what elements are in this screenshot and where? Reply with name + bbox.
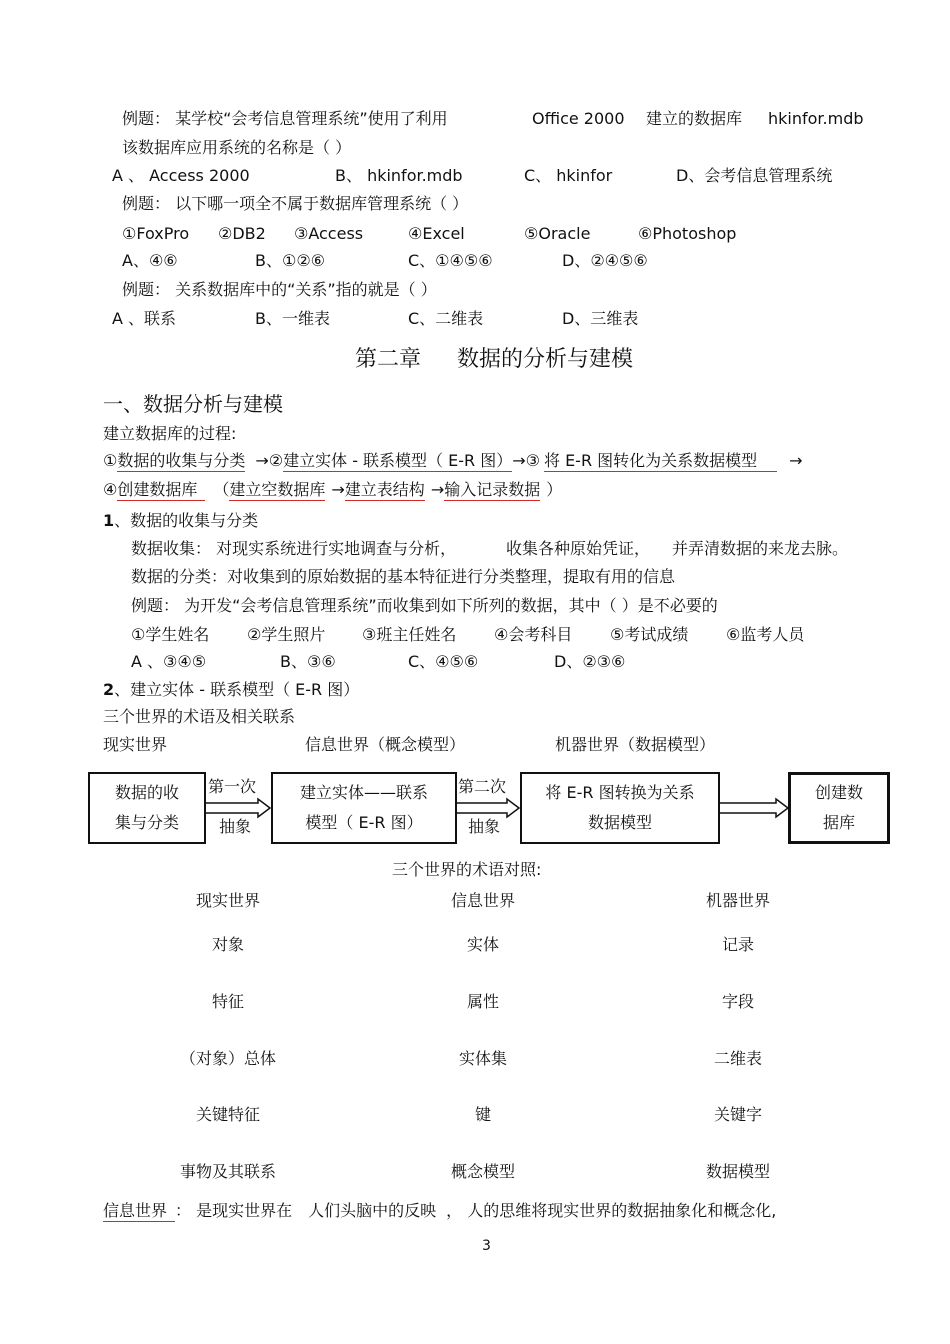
sub1-option-c: C、④⑤⑥ [408,652,479,671]
world-label-real: 现实世界 [103,735,168,754]
q3-option-c: C、二维表 [408,309,484,328]
compare-cell: 属性 [466,992,499,1011]
flow-arrow-1 [206,798,272,818]
compare-cell: 关键字 [713,1105,762,1124]
compare-cell: 记录 [721,935,754,954]
flow-box-collect: 数据的收 集与分类 [88,772,206,844]
q2-option-a: A、④⑥ [122,251,178,270]
compare-cell: 数据模型 [705,1162,770,1181]
world-label-info: 信息世界（概念模型） [305,735,466,754]
info-world-def-c: ， 人的思维将现实世界的数据抽象化和概念化, [446,1201,777,1220]
flow-arrow-2-bottom-label: 抽象 [468,817,501,836]
q2-item-1: ①FoxPro [122,224,190,243]
flow-arrow-1-top-label: 第一次 [208,777,257,796]
q1-option-a: A 、 Access 2000 [112,166,250,185]
q1-option-c: C、 hkinfor [524,166,613,185]
sub1-item-4: ④会考科目 [494,625,573,644]
sub1-option-d: D、②③⑥ [554,652,626,671]
flow-arrow-2 [457,798,521,818]
world-label-machine: 机器世界（数据模型） [555,735,716,754]
step-4-marker: ④ [103,480,118,499]
compare-cell: 实体集 [458,1049,507,1068]
collect-def-c: 并弄清数据的来龙去脉。 [672,539,849,558]
q2-item-6: ⑥Photoshop [638,224,737,243]
sub1-example-stem: 例题： 为开发“会考信息管理系统”而收集到如下所列的数据，其中（ ）是不必要的 [131,596,718,615]
q1-line1-c: 建立的数据库 [646,109,743,128]
classify-def: 数据的分类：对收集到的原始数据的基本特征进行分类整理，提取有用的信息 [131,567,676,586]
q1-line1-b: Office 2000 [532,109,625,128]
substep-empty-db: 建立空数据库 [229,480,326,499]
compare-cell: 特征 [211,992,244,1011]
step-3-marker: →③ [512,451,540,470]
substep-table-structure: 建立表结构 [344,480,425,499]
collect-def-b: 收集各种原始凭证， [506,539,651,558]
q2-option-c: C、①④⑤⑥ [408,251,493,270]
q3-stem: 例题： 关系数据库中的“关系”指的就是（ ） [122,280,437,299]
info-world-def-a: ： 是现实世界在 [175,1201,293,1220]
compare-title: 三个世界的术语对照: [392,860,542,879]
process-line-2 [103,480,562,499]
q2-item-4: ④Excel [408,224,465,243]
flow-arrow-2-top-label: 第二次 [458,777,507,796]
flow-box-relational: 将 E-R 图转换为关系 数据模型 [520,772,720,844]
q2-item-3: ③Access [294,224,364,243]
paren-close: ） [546,480,563,499]
q3-option-d: D、三维表 [562,309,639,328]
compare-cell: 键 [474,1105,491,1124]
sub1-item-2: ②学生照片 [247,625,326,644]
q3-option-b: B、一维表 [255,309,330,328]
q2-item-2: ②DB2 [218,224,266,243]
flow-box-create-db: 创建数 据库 [788,772,890,844]
collect-def-a: 数据收集： 对现实系统进行实地调查与分析， [131,539,457,558]
paren-open: （ [213,480,230,499]
subsection-2-title: 、建立实体 - 联系模型（ E-R 图） [114,680,360,699]
info-world-term: 信息世界 [103,1201,175,1222]
q1-option-d: D、会考信息管理系统 [676,166,833,185]
q2-item-5: ⑤Oracle [524,224,591,243]
subsection-2-heading [103,680,359,699]
subsection-1-title: 、数据的收集与分类 [114,511,259,530]
sub1-item-1: ①学生姓名 [131,625,210,644]
process-label: 建立数据库的过程: [103,424,237,443]
step-4-create-db: 创建数据库 [117,480,205,501]
step-2-marker: →② [255,451,284,470]
compare-header-real: 现实世界 [195,891,260,910]
step-continue-arrow: → [789,451,803,470]
step-3-convert-relational: 将 E-R 图转化为关系数据模型 [544,451,777,472]
three-worlds-line: 三个世界的术语及相关联系 [103,707,296,726]
flow-arrow-1-bottom-label: 抽象 [219,817,252,836]
compare-cell: 事物及其联系 [179,1162,276,1181]
q3-option-a: A 、联系 [112,309,177,328]
sub1-item-3: ③班主任姓名 [362,625,457,644]
step-1-collect-classify: 数据的收集与分类 [117,451,246,470]
sub1-option-a: A 、③④⑤ [131,652,207,671]
subsection-2-number: 2 [103,680,115,699]
info-world-definition [103,1201,776,1220]
step-2-er-model: 建立实体 - 联系模型（ E-R 图） [283,451,513,470]
compare-cell: （对象）总体 [179,1049,276,1068]
sub1-option-b: B、③⑥ [280,652,336,671]
substep-input-records: 输入记录数据 [444,480,541,499]
process-line-1 [103,451,803,470]
flow-arrow-3 [720,798,790,818]
q1-line1-d: hkinfor.mdb [768,109,864,128]
chapter-number: 第二章 [355,347,422,372]
subsection-1-number: 1 [103,511,115,530]
compare-header-machine: 机器世界 [705,891,770,910]
sub1-item-6: ⑥监考人员 [726,625,805,644]
q1-option-b: B、 hkinfor.mdb [335,166,463,185]
flow-box-er-model: 建立实体——联系 模型（ E-R 图） [271,772,457,844]
compare-cell: 关键特征 [195,1105,260,1124]
sub1-item-5: ⑤考试成绩 [610,625,689,644]
compare-cell: 概念模型 [450,1162,515,1181]
compare-cell: 对象 [211,935,244,954]
q2-option-b: B、①②⑥ [255,251,326,270]
compare-cell: 字段 [721,992,754,1011]
q1-line2: 该数据库应用系统的名称是（ ） [122,138,352,157]
subsection-1-heading [103,511,258,530]
compare-cell: 二维表 [713,1049,762,1068]
sub-arrow-1: → [331,480,345,499]
step-1-marker: ① [103,451,118,470]
section-title: 一、数据分析与建模 [103,392,283,416]
page-number: 3 [482,1238,491,1254]
q2-stem: 例题： 以下哪一项全不属于数据库管理系统（ ） [122,194,469,213]
compare-header-info: 信息世界 [450,891,515,910]
sub-arrow-2: → [430,480,445,499]
info-world-def-b: 人们头脑中的反映 [308,1201,437,1220]
compare-cell: 实体 [466,935,499,954]
chapter-title: 数据的分析与建模 [457,347,634,372]
q2-option-d: D、②④⑤⑥ [562,251,648,270]
q1-line1-a: 例题： 某学校“会考信息管理系统”使用了利用 [122,109,448,128]
